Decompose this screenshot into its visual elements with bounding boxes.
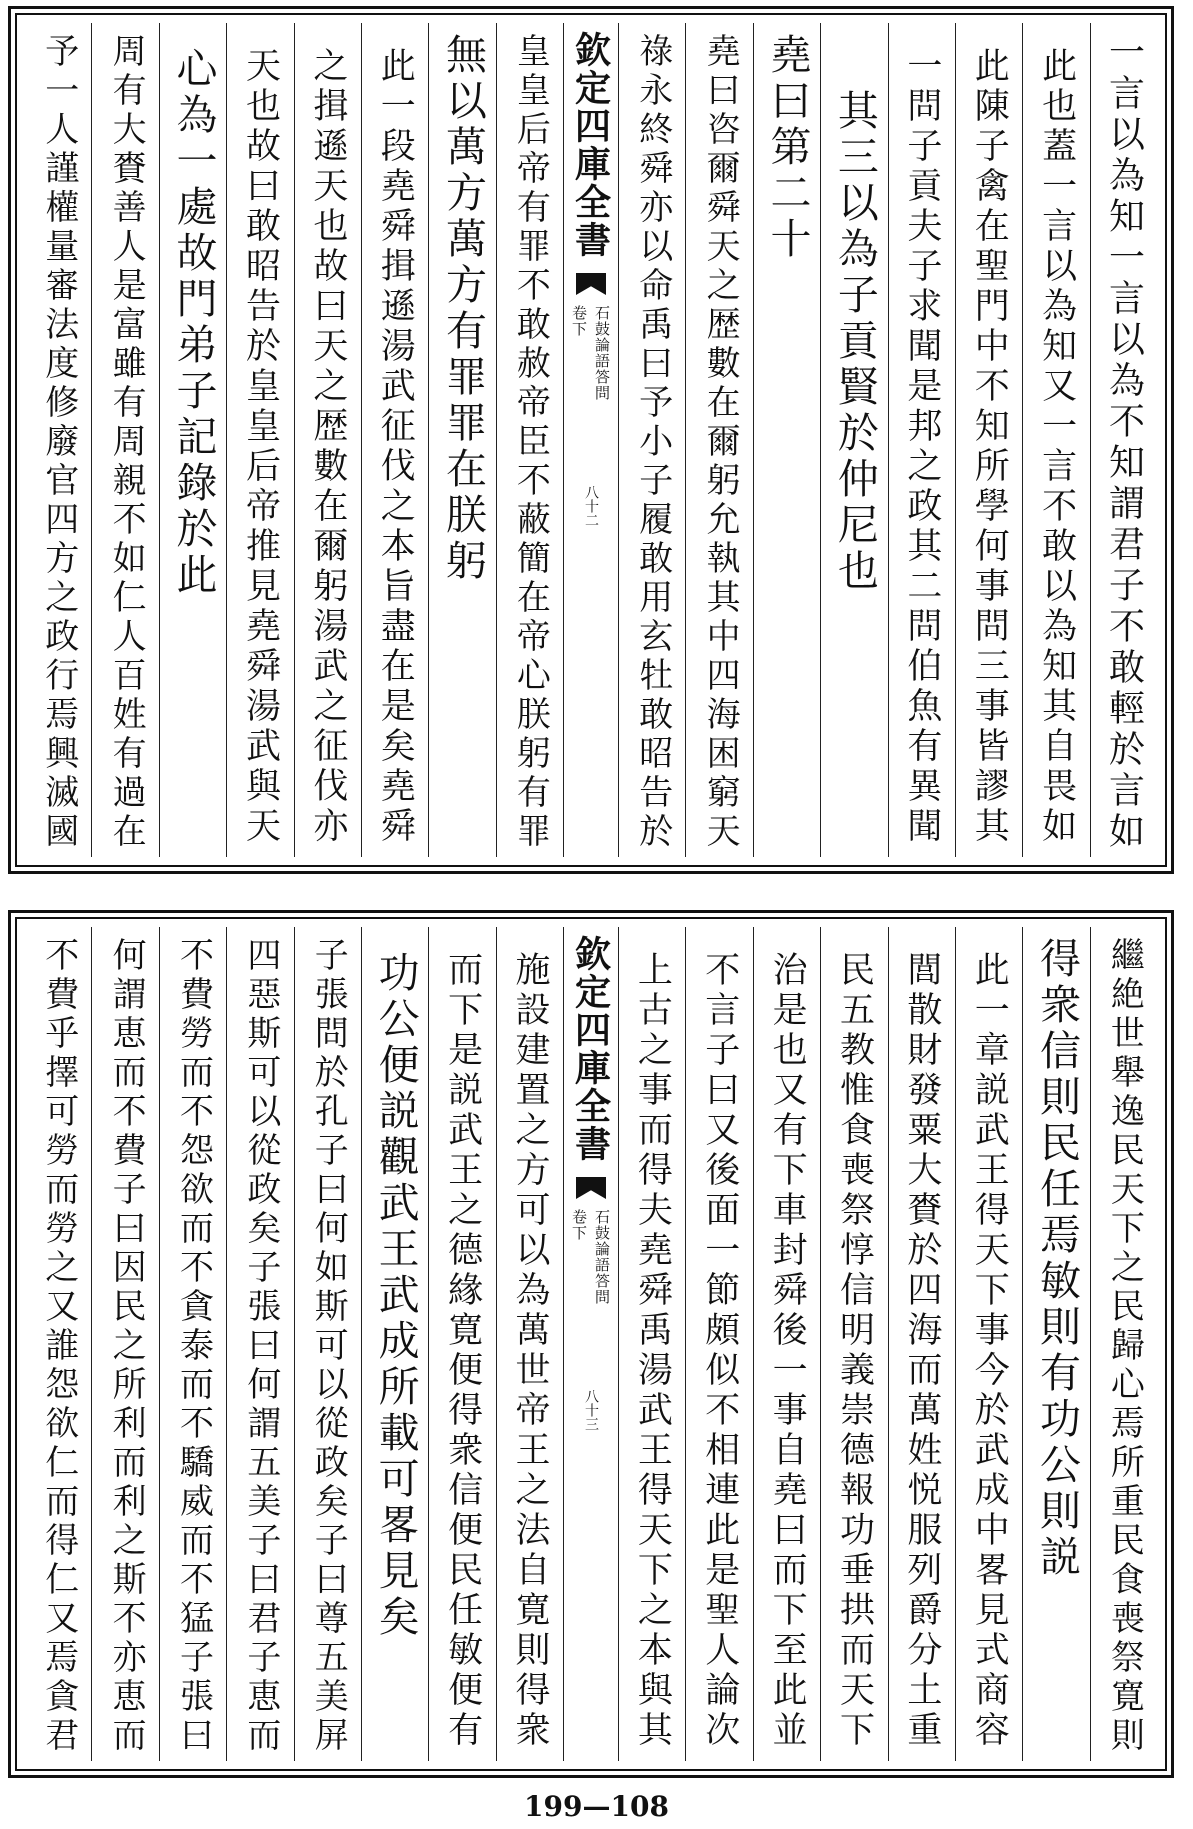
text-column [226,23,293,857]
column-text: 一問子貢夫子求聞是邦之政其二問伯魚有異聞 [901,47,942,847]
folio-number: 八十二 [583,485,599,527]
text-column [955,23,1022,857]
text-column [428,927,495,1761]
column-text: 四惡斯可以從政矣子張曰何謂五美子曰君子恵而 [240,937,281,1756]
column-text: 此陳子禽在聖門中不知所學何事問三事皆謬其 [969,47,1010,847]
text-column [226,927,293,1761]
column-text: 得衆信則民任焉敏則有功公則説 [1033,937,1081,1581]
column-text: 周有大賚善人是富雖有周親不如仁人百姓有過在 [106,33,147,852]
center-fold-column [563,927,618,1761]
book-title: 石鼓論語答問 [593,305,611,401]
text-column [294,927,361,1761]
text-column [955,927,1022,1761]
text-column [361,23,428,857]
column-text: 皇皇后帝有罪不敢赦帝臣不蔽簡在帝心朕躬有罪 [510,33,551,852]
text-column [428,23,495,857]
column-text: 祿永終舜亦以命禹曰予小子履敢用玄牡敢昭告於 [632,33,673,852]
text-column [496,927,563,1761]
page-number-footer: 199—108 [524,1790,669,1823]
column-text: 一言以為知一言以為不知謂君子不敢輕於言如 [1103,33,1145,853]
fish-tail-mark-icon [576,273,606,295]
text-column [25,23,91,857]
column-text: 不言子曰又後面一節頗似不相連此是聖人論次 [699,951,740,1751]
text-column [618,23,685,857]
volume-label: 卷下 [570,305,588,337]
column-text: 功公便説觀武王武成所載可畧見矣 [371,951,420,1641]
column-text: 心為一處故門弟子記錄於此 [169,47,218,599]
column-text: 之揖遜天也故曰天之歴數在爾躬湯武之征伐亦 [307,47,348,847]
column-text: 不費勞而不怨欲而不貪泰而不驕威而不猛子張曰 [173,937,214,1756]
column-text: 此也蓋一言以為知又一言不敢以為知其自畏如 [1036,47,1077,847]
text-column [685,927,752,1761]
text-column [25,927,91,1761]
top-page-panel [8,6,1174,874]
column-text: 堯曰咨爾舜天之歴數在爾躬允執其中四海困窮天 [700,33,741,852]
volume-label: 卷下 [570,1209,588,1241]
column-text: 治是也又有下車封舜後一事自堯曰而下至此並 [767,951,808,1751]
column-text: 繼絶世舉逸民天下之民歸心焉所重民食喪祭寛則 [1104,937,1145,1756]
folio-number: 八十三 [583,1389,599,1431]
column-text: 上古之事而得夫堯舜禹湯武王得天下之本與其 [632,951,673,1751]
column-text: 民五教惟食喪祭惇信明義崇德報功垂拱而天下 [834,951,875,1751]
text-column [685,23,752,857]
text-column [159,927,226,1761]
bottom-columns [25,927,1157,1761]
book-info [569,305,613,401]
text-column [888,927,955,1761]
column-text: 堯曰第二十 [763,33,812,263]
text-column [1022,927,1089,1761]
text-column [496,23,563,857]
book-title: 石鼓論語答問 [593,1209,611,1305]
column-text: 天也故曰敢昭告於皇皇后帝推見堯舜湯武與天 [240,47,281,847]
library-title: 欽定四庫全書 [569,31,612,259]
column-text: 無以萬方萬方有罪罪在朕躬 [439,33,487,585]
text-column [618,927,685,1761]
bottom-page-panel [8,910,1174,1778]
text-column [1090,23,1157,857]
text-column [888,23,955,857]
column-text: 此一段堯舜揖遜湯武征伐之本旨盡在是矣堯舜 [375,47,416,847]
top-columns [25,23,1157,857]
column-text: 此一章説武王得天下事今於武成中畧見式商容 [969,951,1010,1751]
column-text: 何謂恵而不費子曰因民之所利而利之斯不亦恵而 [106,937,147,1756]
text-column [1090,927,1157,1761]
column-text: 施設建置之方可以為萬世帝王之法自寛則得衆 [509,951,550,1751]
text-column [294,23,361,857]
column-text: 予一人謹權量審法度修廢官四方之政行焉興滅國 [38,33,79,852]
library-title: 欽定四庫全書 [569,935,612,1163]
column-text: 而下是説武王之德緣寛便得衆信便民任敏便有 [442,951,483,1751]
text-column [361,927,428,1761]
column-text: 其三以為子貢賢於仲尼也 [830,89,879,595]
center-fold-column [563,23,618,857]
text-column [820,23,887,857]
text-column [91,23,158,857]
text-column [820,927,887,1761]
book-info [569,1209,613,1305]
text-column [753,927,820,1761]
fish-tail-mark-icon [576,1177,606,1199]
column-text: 子張問於孔子曰何如斯可以從政矣子曰尊五美屏 [308,937,349,1756]
column-text: 閭散財發粟大賚於四海而萬姓悦服列爵分土重 [901,951,942,1751]
text-column [159,23,226,857]
text-column [1022,23,1089,857]
text-column [753,23,820,857]
column-text: 不費乎擇可勞而勞之又誰怨欲仁而得仁又焉貪君 [38,937,79,1756]
text-column [91,927,158,1761]
